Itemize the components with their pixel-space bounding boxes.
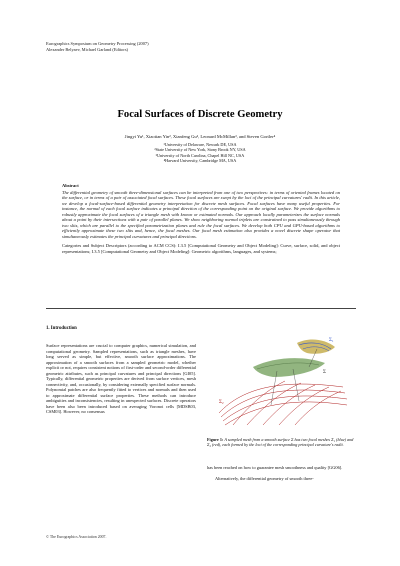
- abstract-block: [62, 183, 340, 255]
- section-divider: [46, 308, 356, 309]
- copyright-footer: © The Eurographics Association 2007.: [46, 535, 107, 539]
- intro-paragraph-1: Surface representations are crucial to computer graphics, numerical simulation, and computational geometry. Sampled representations, such as triangle meshes, have long served as simple, but effective, smooth surface approximations. The approximation of a smooth surfaces from a sampled geometric model, whether explicit or not, requires consistent notions of first-order and second-order differential geometric attributes, such as principal curvatures and principal directions [GI05]. Typically, differential geometric properties are derived from surface vertices, mesh connectivity, and, occasionally, by considering externally specified surface normals. Polynomial patches are also frequently fitted to vertices and normals and then used to approximate differential surface properties. These methods can introduce ambiguities and inconsistencies, resulting in unexpected surfaces. Discrete operators have been also been introduced based on averaging Voronoi cells [MDSB03, CSM03]. However, no consensus: [46, 343, 196, 414]
- label-sigma: Σ: [323, 370, 326, 375]
- paper-title: Focal Surfaces of Discrete Geometry: [117, 109, 283, 120]
- label-sigma1: Σ₁: [329, 338, 334, 343]
- intro-paragraph-2: has been reached on how to guarantee mesh smoothness and quality [GG06].: [207, 465, 343, 470]
- focal-surface-figure: [213, 327, 353, 433]
- intro-left-column: [46, 343, 196, 415]
- intro-right-column: [207, 465, 357, 481]
- affiliation-3: ³University of North Carolina, Chapel Hill NC, USA: [155, 152, 245, 158]
- acm-categories: Categories and Subject Descriptors (according to ACM CCS): I.3.5 [Computational Geometry and Object Modeling]: Curve, surface, solid, and object representations; I.3.5 [Computational Geometry and Object Modeling]: Geometric algorithms, languages, and systems;: [62, 243, 340, 255]
- header-line-2: Alexander Belyaev, Michael Garland (Editors): [46, 46, 129, 52]
- caption-label: Figure 1:: [207, 437, 224, 442]
- caption-text: A sampled mesh from a smooth surface Σ has two focal meshes Σ₁ (blue) and Σ₂ (red), each formed by the loci of the corresponding principal curvature's radii.: [207, 437, 354, 448]
- intro-paragraph-3: Alternatively, the differential geometry of smooth three-: [215, 475, 314, 481]
- author-list: Jingyi Yu¹, Xiaotian Yin², Xianfeng Gu², Leonard McMillan³, and Steven Gortler⁴: [124, 134, 276, 139]
- label-sigma2: Σ₂: [219, 400, 224, 405]
- affiliation-2: ²State University of New York, Stony Brook NY, USA: [154, 147, 246, 153]
- abstract-text: The differential geometry of smooth three-dimensional surfaces can be interpreted from one of two perspectives: in terms of oriented frames located on the surface, or in terms of a pair of associated focal surfaces. These focal surfaces are swept by the loci of the principal curvatures' radii. In this article, we develop a focal-surface-based differential geometry interpretation for discrete mesh surfaces. Focal surfaces have many useful properties. For instance, the normal of each focal surface indicates a principal direction of the corresponding point on the original surface. We provide algorithms to robustly approximate the focal surfaces of a triangle mesh with known or estimated normals. Our approach locally parameterizes the surface normals about a point by their intersections with a pair of parallel planes. We show neighboring normal triplets are constrained to pass simultaneously through two slits, which are parallel to the specified parametrization planes and rule the focal surfaces. We develop both CPU and GPU-based algorithms to efficiently approximate these two slits and, hence, the focal meshes. Our focal mesh estimation also provides a novel discrete shape operator that simultaneously estimates the principal curvatures and principal directions.: [62, 189, 340, 239]
- affiliations: [0, 142, 400, 163]
- header-line-1: Eurographics Symposium on Geometry Processing (2007): [46, 41, 149, 46]
- affiliation-1: ¹University of Delaware, Newark DE, USA: [163, 142, 237, 147]
- figure-caption: [207, 437, 357, 447]
- conference-header: [46, 41, 149, 52]
- affiliation-4: ⁴Harvard University, Cambridge MA, USA: [163, 157, 237, 163]
- abstract-heading: Abstract: [62, 183, 79, 188]
- section-heading: 1. Introduction: [46, 326, 77, 331]
